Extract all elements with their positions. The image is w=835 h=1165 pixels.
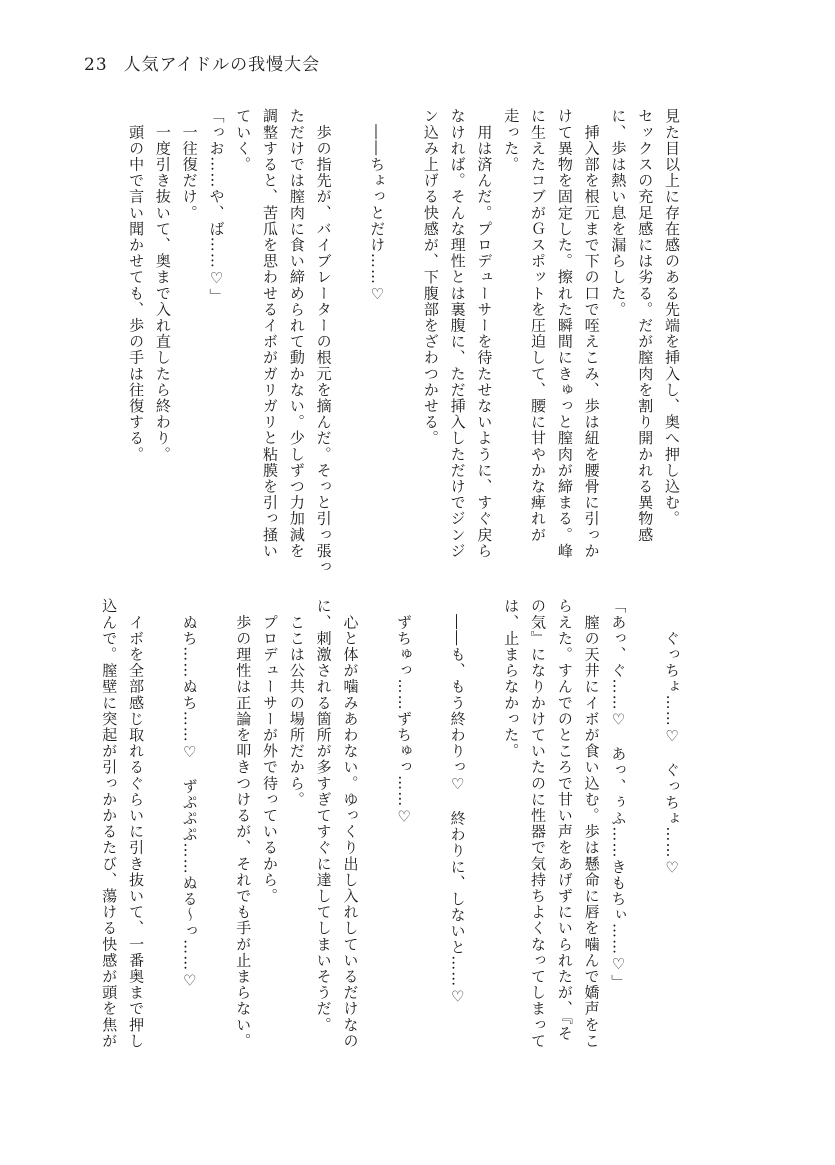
text-column (631, 598, 658, 1068)
text-column: 走った。 (502, 108, 521, 173)
text-column: 一往復だけ。 (180, 108, 199, 221)
text-column: 挿入部を根元まで下の口で咥えこみ、歩は紐を腰骨に引っか (582, 108, 601, 559)
text-column: イボを全部感じ取れるぐらいに引き抜いて、一番奥まで押し (127, 598, 146, 1049)
text-column (149, 598, 176, 1068)
text-column: 「あっ、ぐ……♡ あっ、ぅふ……きもちぃ……♡」 (609, 598, 628, 991)
text-column: に生えたコブがＧスポットを圧迫して、腰に甘やかな痺れが (529, 108, 548, 543)
text-column: セックスの充足感には劣る。だが膣肉を割り開かれる異物感 (636, 108, 655, 543)
text-column: ――も、もう終わりっ♡ 終わりに、しないと……♡ (448, 598, 467, 1007)
text-column: ていく。 (234, 108, 253, 173)
text-column: ――ちょっとだけ……♡ (368, 108, 387, 305)
text-column: ン込み上げる快感が、下腹部をざわつかせる。 (421, 108, 440, 447)
text-column: の気』になりかけていたのに性器で気持ちよくなってしまって (529, 598, 548, 1049)
text-column: ぐっちょ……♡ ぐっちょ……♡ (663, 598, 681, 878)
text-column: 心と体が噛みあわない。ゆっくり出し入れしているだけなの (341, 598, 360, 1049)
text-column: ぬち……ぬち……♡ ずぷぷぷ……ぬる～っ……♡ (180, 598, 199, 991)
chapter-title: 人気アイドルの我慢大会 (123, 55, 321, 75)
text-column (417, 598, 444, 1068)
lower-text-block (95, 598, 685, 1068)
text-column: プロデューサーが外で待っているから。 (261, 598, 280, 904)
page-number: 23 (84, 55, 108, 75)
text-column (337, 108, 364, 578)
text-column: 用は済んだ。プロデューサーを待たせないように、すぐ戻ら (475, 108, 494, 559)
text-column: 頭の中で言い聞かせても、歩の手は往復する。 (127, 108, 146, 463)
text-column: に、歩は熱い息を漏らした。 (609, 108, 628, 318)
text-column: に、刺激される箇所が多すぎてすぐに達してしまいそうだ。 (314, 598, 333, 1033)
running-header (84, 50, 320, 75)
text-column: 見た目以上に存在感のある先端を挿入し、奥へ押し込む。 (663, 108, 681, 527)
text-column: ただけでは膣肉に食い締められて動かない。少しずつ力加減を (287, 108, 306, 559)
upper-text-block (122, 108, 685, 578)
text-column: ここは公共の場所だから。 (287, 598, 306, 808)
text-column: らえた。すんでのところで甘い声をあげずにいられたが、『そ (555, 598, 574, 1042)
text-column (363, 598, 390, 1068)
text-column: なければ。そんな理性とは裏腹に、ただ挿入しただけでジンジ (448, 108, 467, 559)
text-column (390, 108, 417, 578)
text-column: 込んで。膣壁に突起が引っかかるたび、蕩ける快感が頭を焦が (100, 598, 119, 1049)
text-column (203, 598, 230, 1068)
text-column: ずちゅっ……ずちゅっ……♡ (395, 598, 414, 827)
text-column: 「っお……や、ば……♡」 (207, 108, 226, 305)
text-column: は、止まらなかった。 (502, 598, 521, 759)
text-column: 一度引き抜いて、奥まで入れ直したら終わり。 (153, 108, 172, 463)
text-column: 歩の指先が、バイブレーターの根元を摘んだ。そっと引っ張っ (314, 108, 333, 575)
text-column: けて異物を固定した。擦れた瞬間にきゅっと膣肉が締まる。峰 (555, 108, 574, 559)
text-column: 膣の天井にイボが食い込む。歩は懸命に唇を噛んで嬌声をこ (582, 598, 601, 1049)
text-column: 調整すると、苦瓜を思わせるイボがガリガリと粘膜を引っ掻い (261, 108, 280, 559)
text-column (471, 598, 498, 1068)
text-column: 歩の理性は正論を叩きつけるが、それでも手が止まらない。 (234, 598, 253, 1049)
